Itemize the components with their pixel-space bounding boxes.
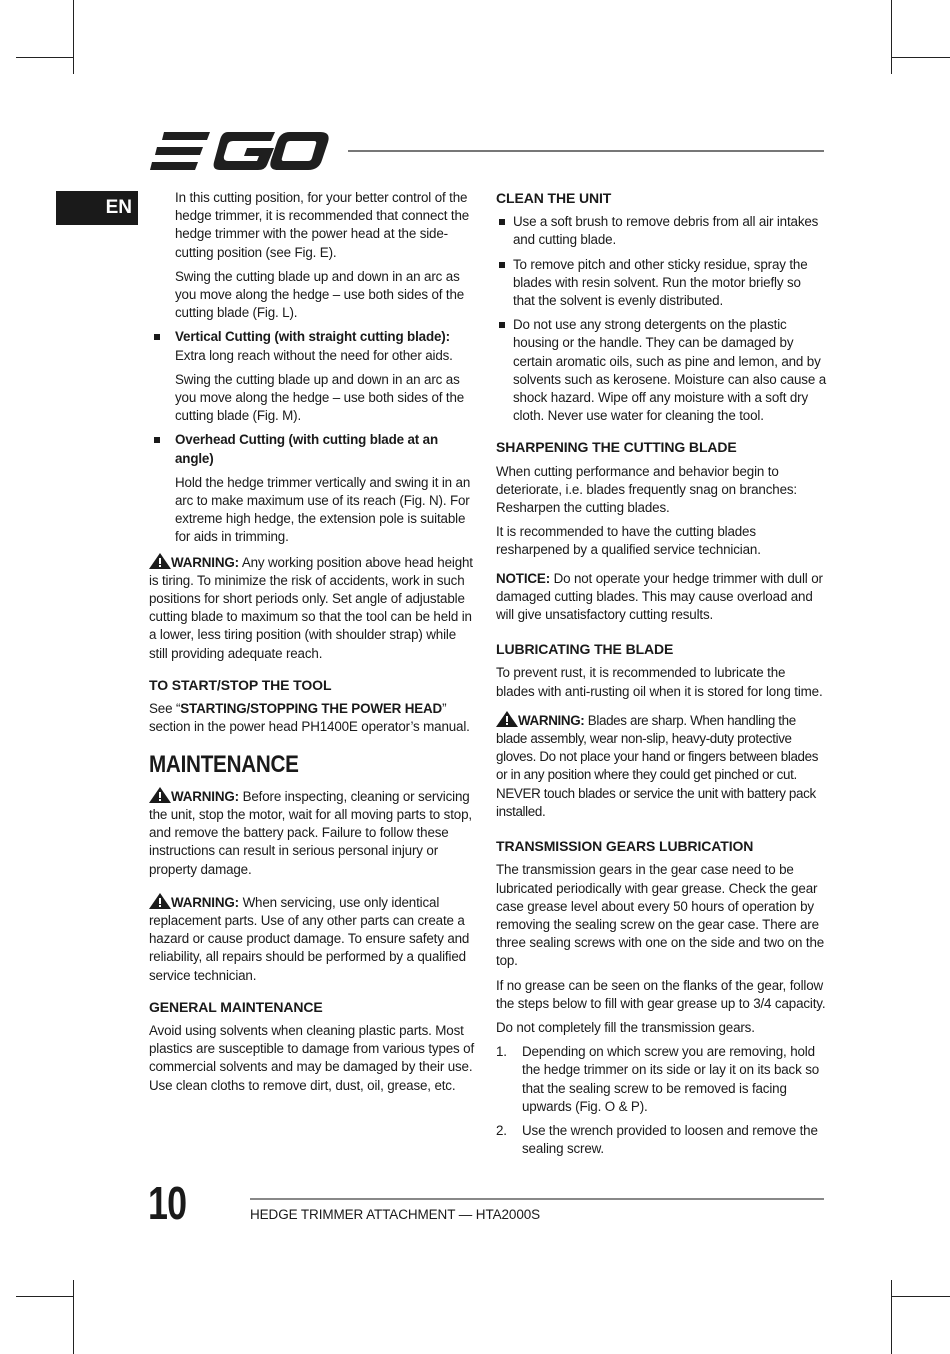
numbered-step xyxy=(496,1043,826,1116)
step-text: Use the wrench provided to loosen and remove the sealing screw. xyxy=(522,1122,818,1157)
bullet-item: Use a soft brush to remove debris from all air intakes and cutting blade. xyxy=(496,213,826,249)
bullet-item xyxy=(149,431,477,467)
paragraph: It is recommended to have the cutting blades resharpened by a qualified service technician. xyxy=(496,524,761,558)
paragraph: Avoid using solvents when cleaning plastic parts. Most plastics are susceptible to damage from various types of commercial solvents and may be damaged by their use. Use clean cloths to remove dirt, dust, oil, grease, etc. xyxy=(149,1022,475,1093)
crop-mark xyxy=(891,1296,950,1297)
crop-mark xyxy=(891,57,950,58)
page-number: 10 xyxy=(148,1177,187,1229)
warning-label: WARNING: xyxy=(518,712,585,728)
paragraph: In this cutting position, for your better control of the hedge trimmer, it is recommended that connect the hedge trimmer with the power head at the side-cutting position (see Fig. E). xyxy=(175,190,470,260)
step-number: 1. xyxy=(496,1044,507,1060)
warning-block xyxy=(149,553,477,663)
warning-label: WARNING: xyxy=(171,894,239,910)
text-span: See “ xyxy=(149,701,181,717)
section-heading: TRANSMISSION GEARS LUBRICATION xyxy=(496,838,754,855)
footer-rule xyxy=(250,1198,824,1200)
paragraph xyxy=(149,700,477,736)
warning-text: Blades are sharp. When handling the blade assembly, wear non-slip, heavy-duty protective gloves. Do not place your hand or fingers between blades or in any position where they could get pinched or cut. NEVER touch blades or service the unit with battery pack installed. xyxy=(496,712,819,819)
bullet-item: Do not use any strong detergents on the plastic housing or the handle. They can be damaged by certain aromatic oils, such as pine and lemon, and by solvents such as kerosene. Moisture can also cause a shock hazard. Wipe off any moisture with a soft dry cloth. Never use water for cleaning the tool. xyxy=(496,316,826,425)
crop-mark xyxy=(16,57,74,58)
crop-mark xyxy=(891,1280,892,1354)
warning-block xyxy=(496,711,826,821)
crop-mark xyxy=(891,0,892,74)
vertical-cutting-text: Extra long reach without the need for other aids. xyxy=(175,347,453,363)
left-column xyxy=(149,189,477,1101)
maintenance-heading: MAINTENANCE xyxy=(149,751,299,779)
warning-block xyxy=(149,893,477,985)
step-number: 2. xyxy=(496,1122,507,1138)
paragraph: Do not completely fill the transmission gears. xyxy=(496,1019,755,1035)
warning-triangle-icon xyxy=(149,893,171,909)
numbered-step xyxy=(496,1122,826,1158)
right-column xyxy=(496,189,826,1164)
notice-text: Do not operate your hedge trimmer with dull or damaged cutting blades. This may cause overload and will give unsatisfactory cutting results. xyxy=(496,570,823,623)
section-heading: TO START/STOP THE TOOL xyxy=(149,676,332,693)
overhead-cutting-title: Overhead Cutting (with cutting blade at an angle) xyxy=(175,432,439,466)
section-heading: SHARPENING THE CUTTING BLADE xyxy=(496,439,737,456)
section-heading: GENERAL MAINTENANCE xyxy=(149,998,323,1015)
paragraph: Swing the cutting blade up and down in an arc as you move along the hedge – use both sides of the cutting blade (Fig. M). xyxy=(175,371,465,424)
text-span: STARTING/STOPPING THE POWER HEAD xyxy=(180,701,443,717)
warning-text: When servicing, use only identical replacement parts. Use of any other parts can create a hazard or cause product damage. To ensure safety and reliability, all repairs should be performed by a qualified service technician. xyxy=(149,894,470,983)
warning-block xyxy=(149,787,477,879)
paragraph: If no grease can be seen on the flanks of the gear, follow the steps below to fill with gear grease up to 3/4 capacity. xyxy=(496,977,826,1011)
paragraph: To prevent rust, it is recommended to lubricate the blades with anti-rusting oil when it is stored for long time. xyxy=(496,665,823,699)
paragraph: The transmission gears in the gear case need to be lubricated periodically with gear grease. Check the gear case grease level about every 50 hours of operation by removing the sealing screw on the gear case. There are three sealing screws with one on the side and two on the top. xyxy=(496,862,825,969)
crop-mark xyxy=(16,1296,74,1297)
warning-text: Before inspecting, cleaning or servicing the unit, stop the motor, wait for all moving parts to stop, and remove the battery pack. Failure to follow these instructions can result in serious personal injury or property damage. xyxy=(149,788,472,877)
warning-triangle-icon xyxy=(496,711,518,727)
notice-label: NOTICE: xyxy=(496,570,550,586)
paragraph: Hold the hedge trimmer vertically and swing it in an arc to make maximum use of its reach (Fig. N). For extreme high hedge, the extension pole is suitable for aids in trimming. xyxy=(175,474,471,545)
crop-mark xyxy=(73,0,74,74)
step-text: Depending on which screw you are removing, hold the hedge trimmer on its side or lay it on its back so that the sealing screw to be removed is facing upwards (Fig. O & P). xyxy=(522,1044,820,1114)
language-tab: EN xyxy=(56,191,138,225)
footer-title: HEDGE TRIMMER ATTACHMENT — HTA2000S xyxy=(250,1207,541,1222)
section-heading: CLEAN THE UNIT xyxy=(496,190,612,206)
header-rule xyxy=(348,150,824,152)
warning-triangle-icon xyxy=(149,553,171,569)
bullet-item xyxy=(149,328,477,364)
paragraph: When cutting performance and behavior begin to deteriorate, i.e. blades frequently snag on branches: Resharpen the cutting blades. xyxy=(496,463,797,516)
section-heading: LUBRICATING THE BLADE xyxy=(496,641,674,658)
notice-block xyxy=(496,570,826,625)
paragraph: Swing the cutting blade up and down in an arc as you move along the hedge – use both sides of the cutting blade (Fig. L). xyxy=(175,268,465,321)
warning-label: WARNING: xyxy=(171,788,239,804)
warning-label: WARNING: xyxy=(171,554,239,570)
bullet-item: To remove pitch and other sticky residue, spray the blades with resin solvent. Run the motor briefly so that the solvent is evenly distributed. xyxy=(496,256,826,311)
warning-triangle-icon xyxy=(149,787,171,803)
text-span: ” section in the power head PH1400E operator’s manual. xyxy=(149,701,470,735)
warning-text: Any working position above head height is tiring. To minimize the risk of accidents, work in such positions for short periods only. Set angle of adjustable cutting blade to maximum so that the tool can be held in a lower, less tiring position (with shoulder strap) while still providing adequate reach. xyxy=(149,554,473,661)
vertical-cutting-title: Vertical Cutting (with straight cutting blade): xyxy=(175,329,450,345)
crop-mark xyxy=(73,1280,74,1354)
ego-logo xyxy=(150,130,330,172)
